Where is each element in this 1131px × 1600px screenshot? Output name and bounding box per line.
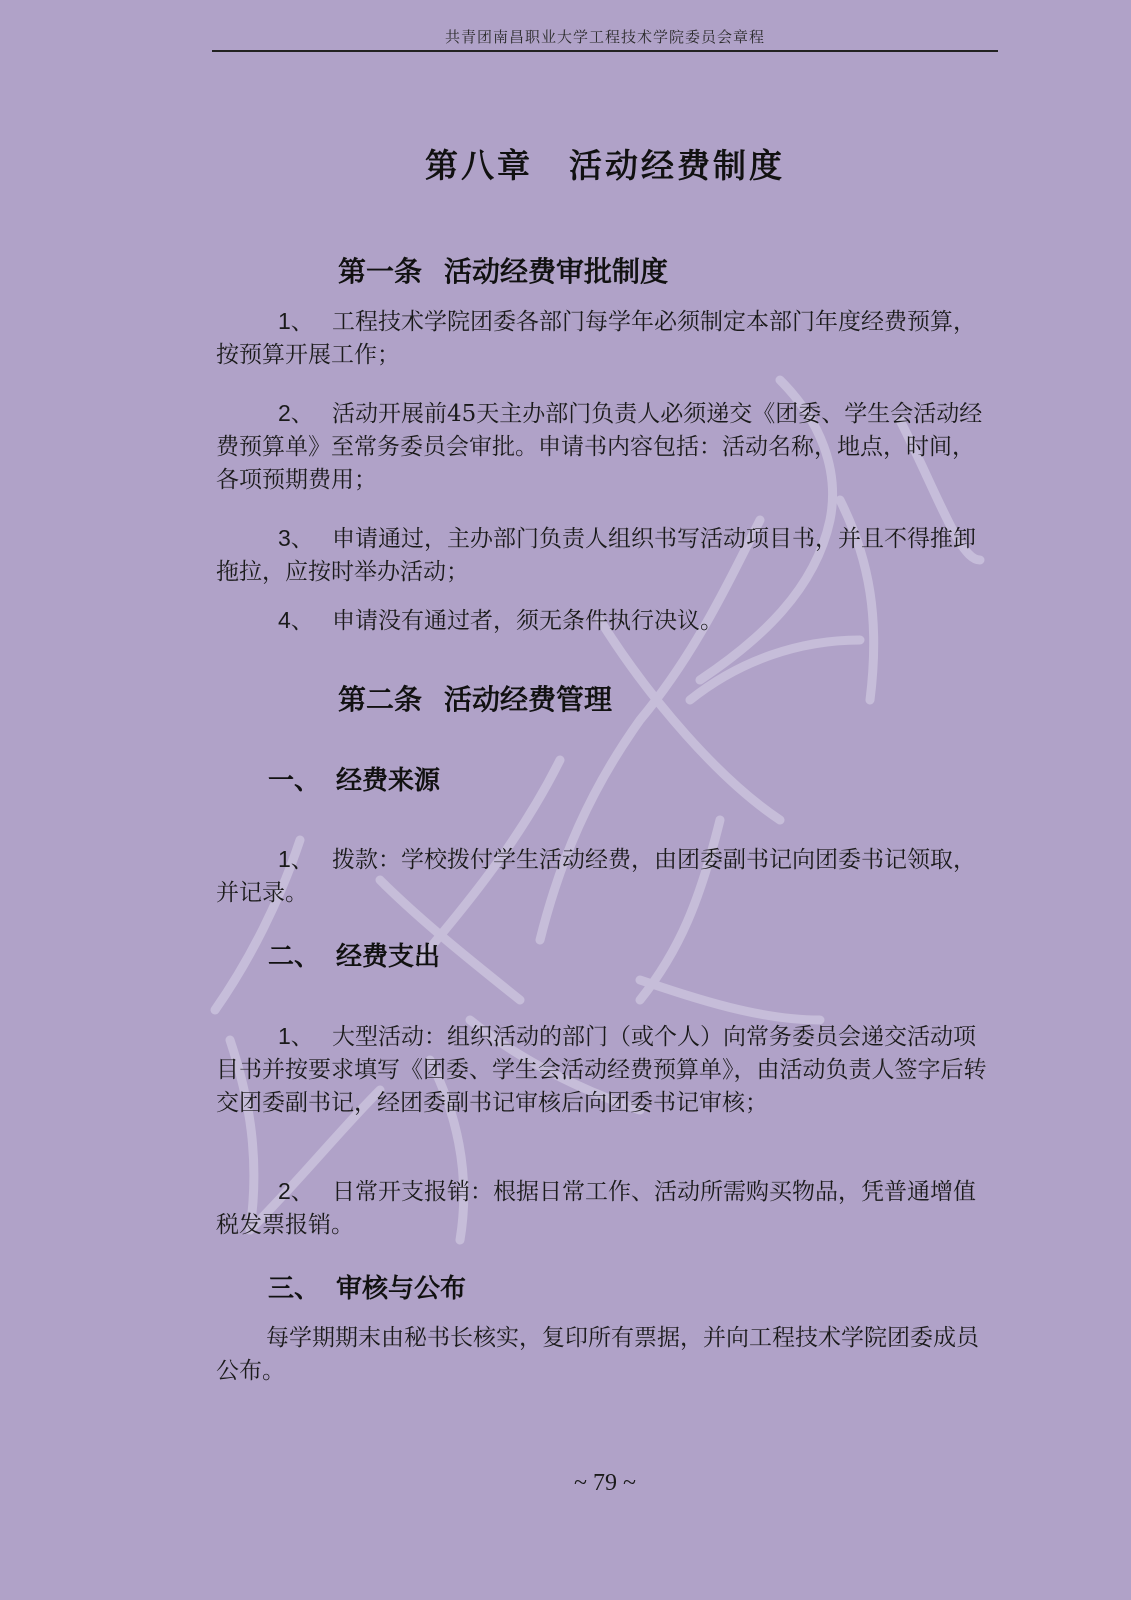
- item-text: 申请没有通过者，须无条件执行决议。: [332, 608, 723, 634]
- article-2-number: 第二条: [338, 683, 423, 716]
- section-3-paragraph: [216, 1322, 990, 1388]
- section-2-title: 经费支出: [336, 942, 441, 972]
- article-1-number: 第一条: [338, 255, 423, 288]
- section-2-number: 二、: [268, 942, 321, 972]
- section-1-number: 一、: [268, 766, 321, 796]
- section-3-heading: [268, 1268, 466, 1305]
- item-number: 2、: [278, 1178, 314, 1204]
- article-1-item-1: [216, 305, 990, 372]
- article-1-heading: [338, 250, 668, 290]
- section-3-title: 审核与公布: [336, 1274, 467, 1304]
- section-2-item-1: [216, 1020, 990, 1120]
- item-text: 大型活动：组织活动的部门（或个人）向常务委员会递交活动项目书并按要求填写《团委、学生会活动经费预算单》，由活动负责人签字后转交团委副书记，经团委副书记审核后向团委书记审核；: [216, 1024, 987, 1116]
- article-2-heading: [338, 678, 612, 718]
- item-text: 日常开支报销：根据日常工作、活动所需购买物品，凭普通增值税发票报销。: [216, 1179, 976, 1238]
- page-number: ~ 79 ~: [574, 1470, 636, 1496]
- item-text: 拨款：学校拨付学生活动经费，由团委副书记向团委书记领取，并记录。: [216, 847, 976, 906]
- section-1-heading: [268, 760, 440, 797]
- item-number: 1、: [278, 846, 314, 872]
- section-2-heading: [268, 936, 440, 973]
- section-1-title: 经费来源: [336, 766, 441, 796]
- item-text: 活动开展前45天主办部门负责人必须递交《团委、学生会活动经费预算单》至常务委员会审批。申请书内容包括：活动名称，地点，时间，各项预期费用；: [216, 401, 983, 493]
- section-3-number: 三、: [268, 1274, 321, 1304]
- running-header: 共青团南昌职业大学工程技术学院委员会章程: [444, 28, 765, 46]
- article-1-item-3: [216, 522, 990, 589]
- header-divider: [212, 50, 998, 52]
- item-number: 3、: [278, 525, 314, 551]
- item-number: 2、: [278, 400, 314, 426]
- article-1-title: 活动经费审批制度: [444, 255, 669, 288]
- chapter-title: 第八章 活动经费制度: [425, 146, 785, 185]
- item-number: 4、: [278, 607, 314, 633]
- item-text: 工程技术学院团委各部门每学年必须制定本部门年度经费预算，按预算开展工作；: [216, 309, 976, 368]
- article-1-item-4: [216, 604, 990, 638]
- article-1-item-2: [216, 397, 990, 497]
- article-2-title: 活动经费管理: [444, 683, 613, 716]
- paragraph-text: 每学期期末由秘书长核实，复印所有票据，并向工程技术学院团委成员公布。: [216, 1325, 979, 1384]
- section-2-item-2: [216, 1175, 990, 1242]
- item-number: 1、: [278, 1023, 314, 1049]
- item-text: 申请通过，主办部门负责人组织书写活动项目书，并且不得推卸拖拉，应按时举办活动；: [216, 526, 976, 585]
- section-1-item-1: [216, 843, 990, 910]
- item-number: 1、: [278, 308, 314, 334]
